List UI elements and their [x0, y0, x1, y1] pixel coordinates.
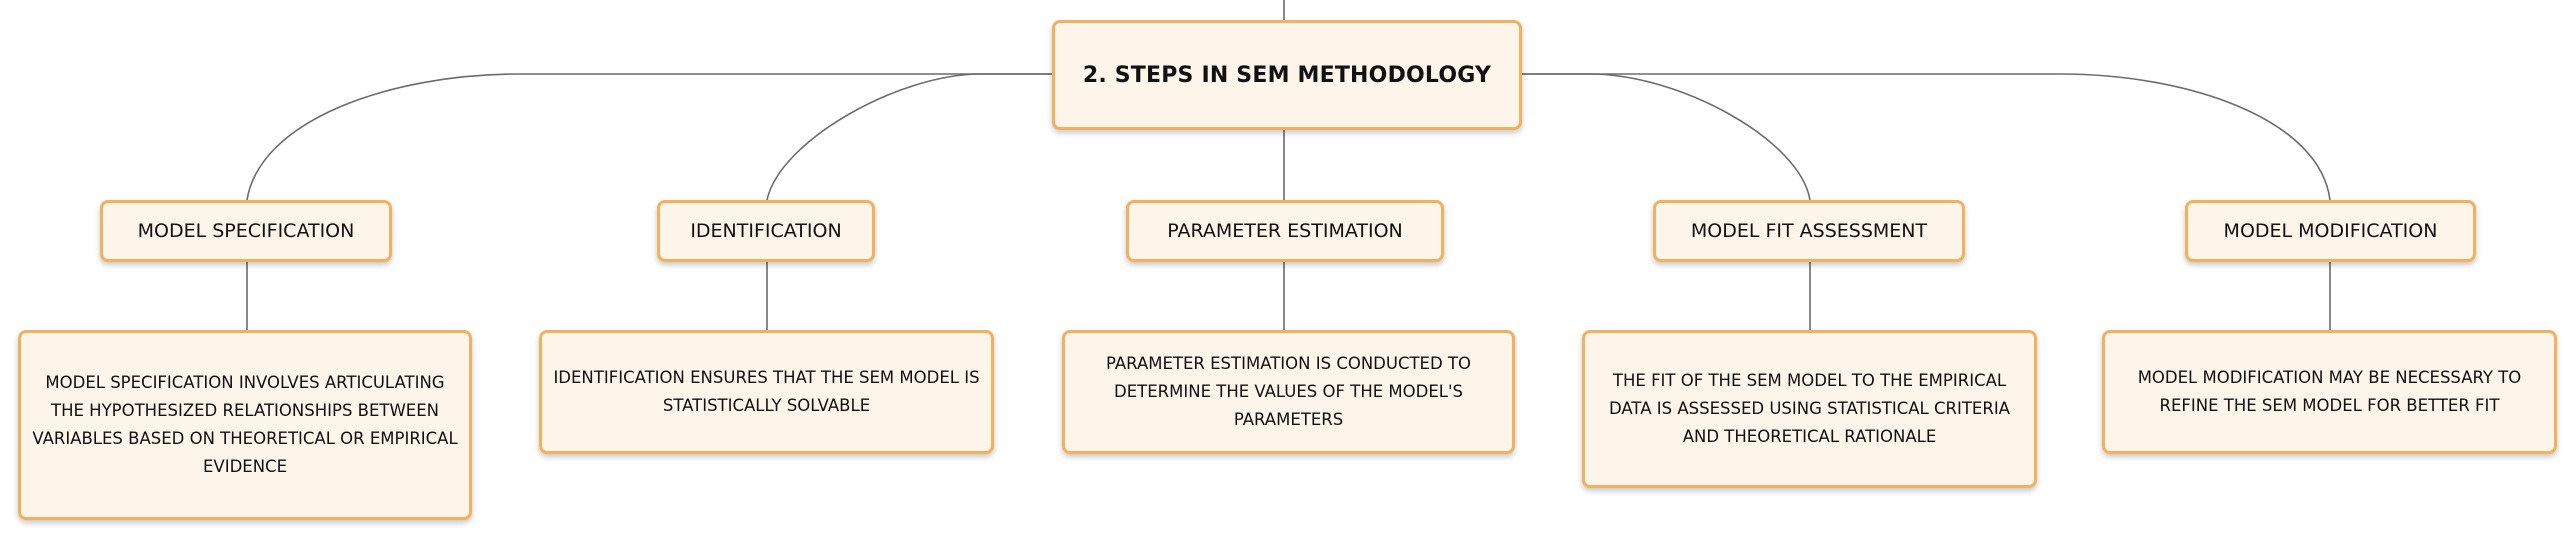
- step-model-modification[interactable]: [2185, 200, 2476, 262]
- desc-model-modification: [2102, 330, 2557, 454]
- desc-text: THE FIT OF THE SEM MODEL TO THE EMPIRICAL DATA IS ASSESSED USING STATISTICAL CRITERIA AND THEORETICAL RATIONALE: [1609, 371, 2010, 446]
- connector-root-model-fit-assessment: [1520, 74, 1810, 200]
- desc-identification: [539, 330, 994, 454]
- step-label: MODEL SPECIFICATION: [137, 220, 355, 242]
- step-label: MODEL FIT ASSESSMENT: [1690, 220, 1928, 242]
- step-label: MODEL MODIFICATION: [2223, 220, 2438, 242]
- step-model-specification[interactable]: [100, 200, 392, 262]
- step-model-fit-assessment[interactable]: [1653, 200, 1965, 262]
- desc-parameter-estimation: [1062, 330, 1515, 454]
- connector-root-identification: [767, 74, 1052, 200]
- step-label: IDENTIFICATION: [690, 220, 842, 242]
- root-node[interactable]: [1052, 20, 1522, 130]
- desc-text: PARAMETER ESTIMATION IS CONDUCTED TO DETERMINE THE VALUES OF THE MODEL'S PARAMETERS: [1105, 354, 1471, 429]
- step-identification[interactable]: [657, 200, 875, 262]
- desc-text: MODEL MODIFICATION MAY BE NECESSARY TO REFINE THE SEM MODEL FOR BETTER FIT: [2137, 368, 2522, 415]
- desc-text: MODEL SPECIFICATION INVOLVES ARTICULATING THE HYPOTHESIZED RELATIONSHIPS BETWEEN VARIABLES BASED ON THEORETICAL OR EMPIRICAL EVIDENCE: [32, 373, 458, 476]
- step-parameter-estimation[interactable]: [1126, 200, 1444, 262]
- connector-root-model-modification: [1520, 74, 2330, 200]
- desc-model-fit-assessment: [1582, 330, 2037, 488]
- connector-root-model-specification: [247, 74, 1052, 200]
- desc-text: IDENTIFICATION ENSURES THAT THE SEM MODEL IS STATISTICALLY SOLVABLE: [553, 368, 980, 415]
- desc-model-specification: [18, 330, 472, 520]
- root-label: 2. STEPS IN SEM METHODOLOGY: [1082, 62, 1492, 88]
- step-label: PARAMETER ESTIMATION: [1167, 220, 1403, 242]
